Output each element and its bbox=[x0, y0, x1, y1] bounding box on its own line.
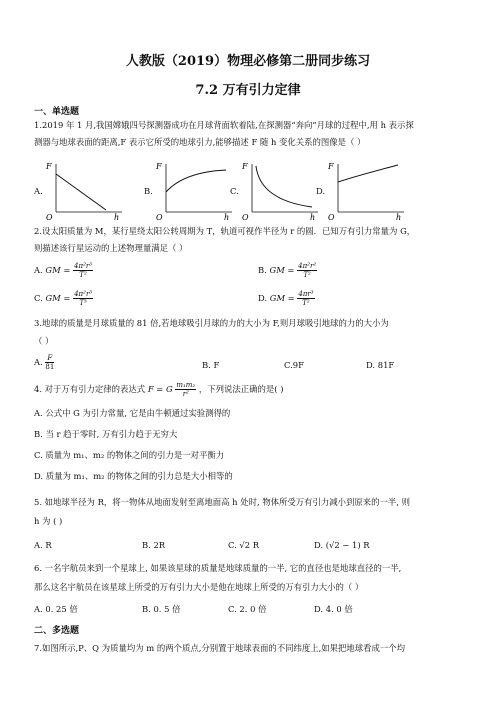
q6-option-d: D. 4. 0 倍 bbox=[314, 604, 353, 614]
q2-b-lhs: GM = bbox=[269, 265, 295, 275]
q1-b-axis-h: h bbox=[224, 213, 230, 220]
q4-stem-post: ，下列说法正确的是( ) bbox=[198, 384, 284, 394]
q1-graph-b bbox=[154, 160, 234, 220]
section-single-choice: 一、单选题 bbox=[34, 107, 80, 117]
q1-graph-d bbox=[326, 160, 406, 220]
q1-stem-line2: 测器与地球表面的距离,F 表示它所受的地球引力,能够描述 F 随 h 变化关系的图像是（ ） bbox=[34, 137, 366, 147]
q5-stem-line2: h 为 ( ) bbox=[34, 516, 63, 526]
document-subtitle: 7.2 万有引力定律 bbox=[195, 83, 301, 98]
q4-option-b: B. 当 r 趋于零时, 万有引力趋于无穷大 bbox=[34, 429, 178, 439]
q5-option-c: C. √2 R bbox=[228, 540, 260, 550]
q2-option-d bbox=[258, 290, 315, 307]
q6-option-b: B. 0. 5 倍 bbox=[142, 604, 181, 614]
q3-option-d: D. 81F bbox=[366, 360, 395, 370]
q1-b-axis-f: F bbox=[156, 162, 162, 171]
q1-option-c-label: C. bbox=[230, 186, 239, 196]
q1-c-axis-h: h bbox=[310, 213, 316, 220]
q2-a-lhs: GM = bbox=[45, 265, 71, 275]
document-title: 人教版（2019）物理必修第二册同步练习 bbox=[125, 54, 371, 69]
q5-option-b: B. 2R bbox=[142, 540, 166, 550]
q3-option-c: C.9F bbox=[284, 360, 304, 370]
q2-d-lhs: GM = bbox=[269, 293, 295, 303]
q1-c-axis-f: F bbox=[242, 162, 248, 171]
q1-graph-a bbox=[44, 160, 124, 220]
q1-b-origin: O bbox=[156, 213, 163, 220]
q2-c-lhs: GM = bbox=[45, 293, 71, 303]
q2-b-fraction: $\frac{\text{4π²r²}}{\text{T²}}$ bbox=[298, 262, 317, 279]
q2-option-c bbox=[34, 290, 93, 307]
q6-stem-line1: 6. 一名宇航员来到一个星球上, 如果该星球的质量是地球质量的一半, 它的直径也是地球直径的一半, bbox=[34, 563, 402, 573]
q1-option-d-label: D. bbox=[316, 186, 326, 196]
q2-option-b bbox=[258, 262, 317, 279]
q6-stem-line2: 那么这名宇航员在该星球上所受的万有引力大小是他在地球上所受的万有引力大小的（ ） bbox=[34, 582, 364, 592]
q1-a-axis-h: h bbox=[114, 213, 120, 220]
q4-option-a: A. 公式中 G 为引力常量, 它是由牛顿通过实验测得的 bbox=[34, 408, 231, 418]
q1-graph-c bbox=[240, 160, 320, 220]
q2-b-label: B. bbox=[258, 265, 267, 275]
q7-stem-line1: 7.如图所示,P、Q 为质量均为 m 的两个质点,分别置于地球表面的不同纬度上,如果把地球看成一个均 bbox=[34, 643, 406, 653]
q6-option-a: A. 0. 25 倍 bbox=[34, 604, 78, 614]
q2-stem-line2: 则描述该行星运动的上述物理量满足（ ） bbox=[34, 243, 188, 253]
q4-formula-lhs: F = G bbox=[147, 384, 173, 394]
q4-option-c: C. 质量为 m₁、m₂ 的物体之间的引力是一对平衡力 bbox=[34, 450, 225, 460]
q2-stem-line1: 2.设太阳质量为 M，某行星绕太阳公转周期为 T，轨道可视作半径为 r 的圆．已知万有引力常量为 G， bbox=[34, 226, 416, 236]
q1-option-b-label: B. bbox=[144, 186, 153, 196]
q1-c-origin: O bbox=[242, 213, 249, 220]
q3-a-label: A. bbox=[34, 357, 43, 367]
q2-a-fraction: $\frac{\text{4π²r³}}{\text{T²}}$ bbox=[74, 262, 93, 279]
q2-d-fraction: $\frac{\text{4πr³}}{\text{T²}}$ bbox=[298, 290, 314, 307]
q1-d-origin: O bbox=[328, 213, 335, 220]
q5-option-a: A. R bbox=[34, 540, 52, 550]
q3-stem-line2: （ ） bbox=[34, 336, 54, 346]
q6-option-c: C. 2. 0 倍 bbox=[228, 604, 267, 614]
q3-option-a bbox=[34, 354, 54, 371]
q1-a-axis-f: F bbox=[46, 162, 52, 171]
q2-c-fraction: $\frac{\text{4π²r³}}{\text{T³}}$ bbox=[74, 290, 93, 307]
q3-a-fraction: $\frac{F}{81}$ bbox=[45, 354, 55, 371]
q2-c-label: C. bbox=[34, 293, 43, 303]
q1-d-axis-h: h bbox=[396, 213, 402, 220]
q5-option-d: D. (√2 − 1) R bbox=[314, 540, 370, 550]
q4-formula-fraction: $\frac{\text{m₁m₂}}{\text{r²}}$ bbox=[176, 381, 196, 398]
q2-a-label: A. bbox=[34, 265, 43, 275]
q2-d-label: D. bbox=[258, 293, 268, 303]
q4-stem-pre: 4. 对于万有引力定律的表达式 bbox=[34, 384, 146, 394]
section-multiple-choice: 二、多选题 bbox=[34, 626, 80, 636]
q4-stem bbox=[34, 381, 466, 398]
q1-d-axis-f: F bbox=[328, 162, 334, 171]
q5-stem-line1: 5. 如地球半径为 R，将一物体从地面发射至离地面高 h 处时, 物体所受万有引力减小到原来的一半, 则 bbox=[34, 497, 410, 507]
q1-stem-line1: 1.2019 年 1 月,我国嫦娥四号探测器成功在月球背面软着陆,在探测器“奔向”月球的过程中,用 h 表示探 bbox=[34, 120, 414, 130]
q4-option-d: D. 质量为 m₁、m₂ 的物体之间的引力总是大小相等的 bbox=[34, 471, 233, 481]
q1-option-a-label: A. bbox=[34, 186, 43, 196]
q2-option-a bbox=[34, 262, 93, 279]
q1-a-origin: O bbox=[46, 213, 53, 220]
q3-option-b: B. F bbox=[202, 360, 220, 370]
q3-stem-line1: 3.地球的质量是月球质量的 81 倍,若地球吸引月球的力的大小为 F,则月球吸引地球的力的大小为 bbox=[34, 318, 389, 328]
